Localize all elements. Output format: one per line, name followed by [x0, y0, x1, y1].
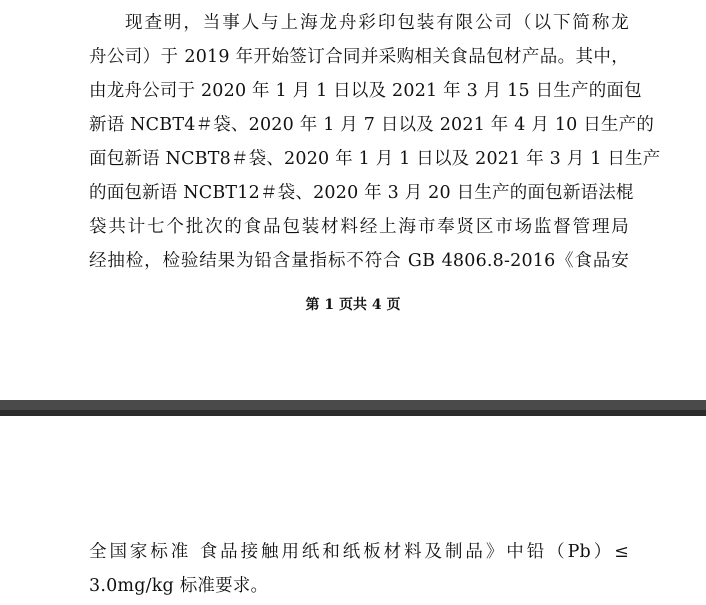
page-separator: [0, 400, 706, 416]
paragraph-line: 现查明，当事人与上海龙舟彩印包装有限公司（以下简称龙: [125, 13, 629, 33]
paragraph-line: 的面包新语 NCBT12＃袋、2020 年 3 月 20 日生产的面包新语法棍: [89, 183, 634, 203]
continued-paragraph: [89, 535, 629, 603]
paragraph-line: 舟公司）于 2019 年开始签订合同并采购相关食品包材产品。其中，: [89, 47, 629, 67]
paragraph-line: 由龙舟公司于 2020 年 1 月 1 日以及 2021 年 3 月 15 日生产的面包: [89, 81, 642, 101]
page-footer: 第 1 页共 4 页: [305, 297, 401, 313]
body-paragraph: [89, 6, 661, 278]
paragraph-line: 全国家标准 食品接触用纸和纸板材料及制品》中铅（Pb）≤: [89, 542, 629, 562]
paragraph-line: 面包新语 NCBT8＃袋、2020 年 1 月 1 日以及 2021 年 3 月 1 日生产: [89, 149, 661, 169]
paragraph-line: 3.0mg/kg 标准要求。: [89, 576, 269, 596]
paragraph-line: 新语 NCBT4＃袋、2020 年 1 月 7 日以及 2021 年 4 月 10 日生产的: [89, 115, 655, 135]
paragraph-line: 袋共计七个批次的食品包装材料经上海市奉贤区市场监督管理局: [89, 217, 629, 237]
paragraph-line: 经抽检，检验结果为铅含量指标不符合 GB 4806.8-2016《食品安: [89, 251, 629, 271]
